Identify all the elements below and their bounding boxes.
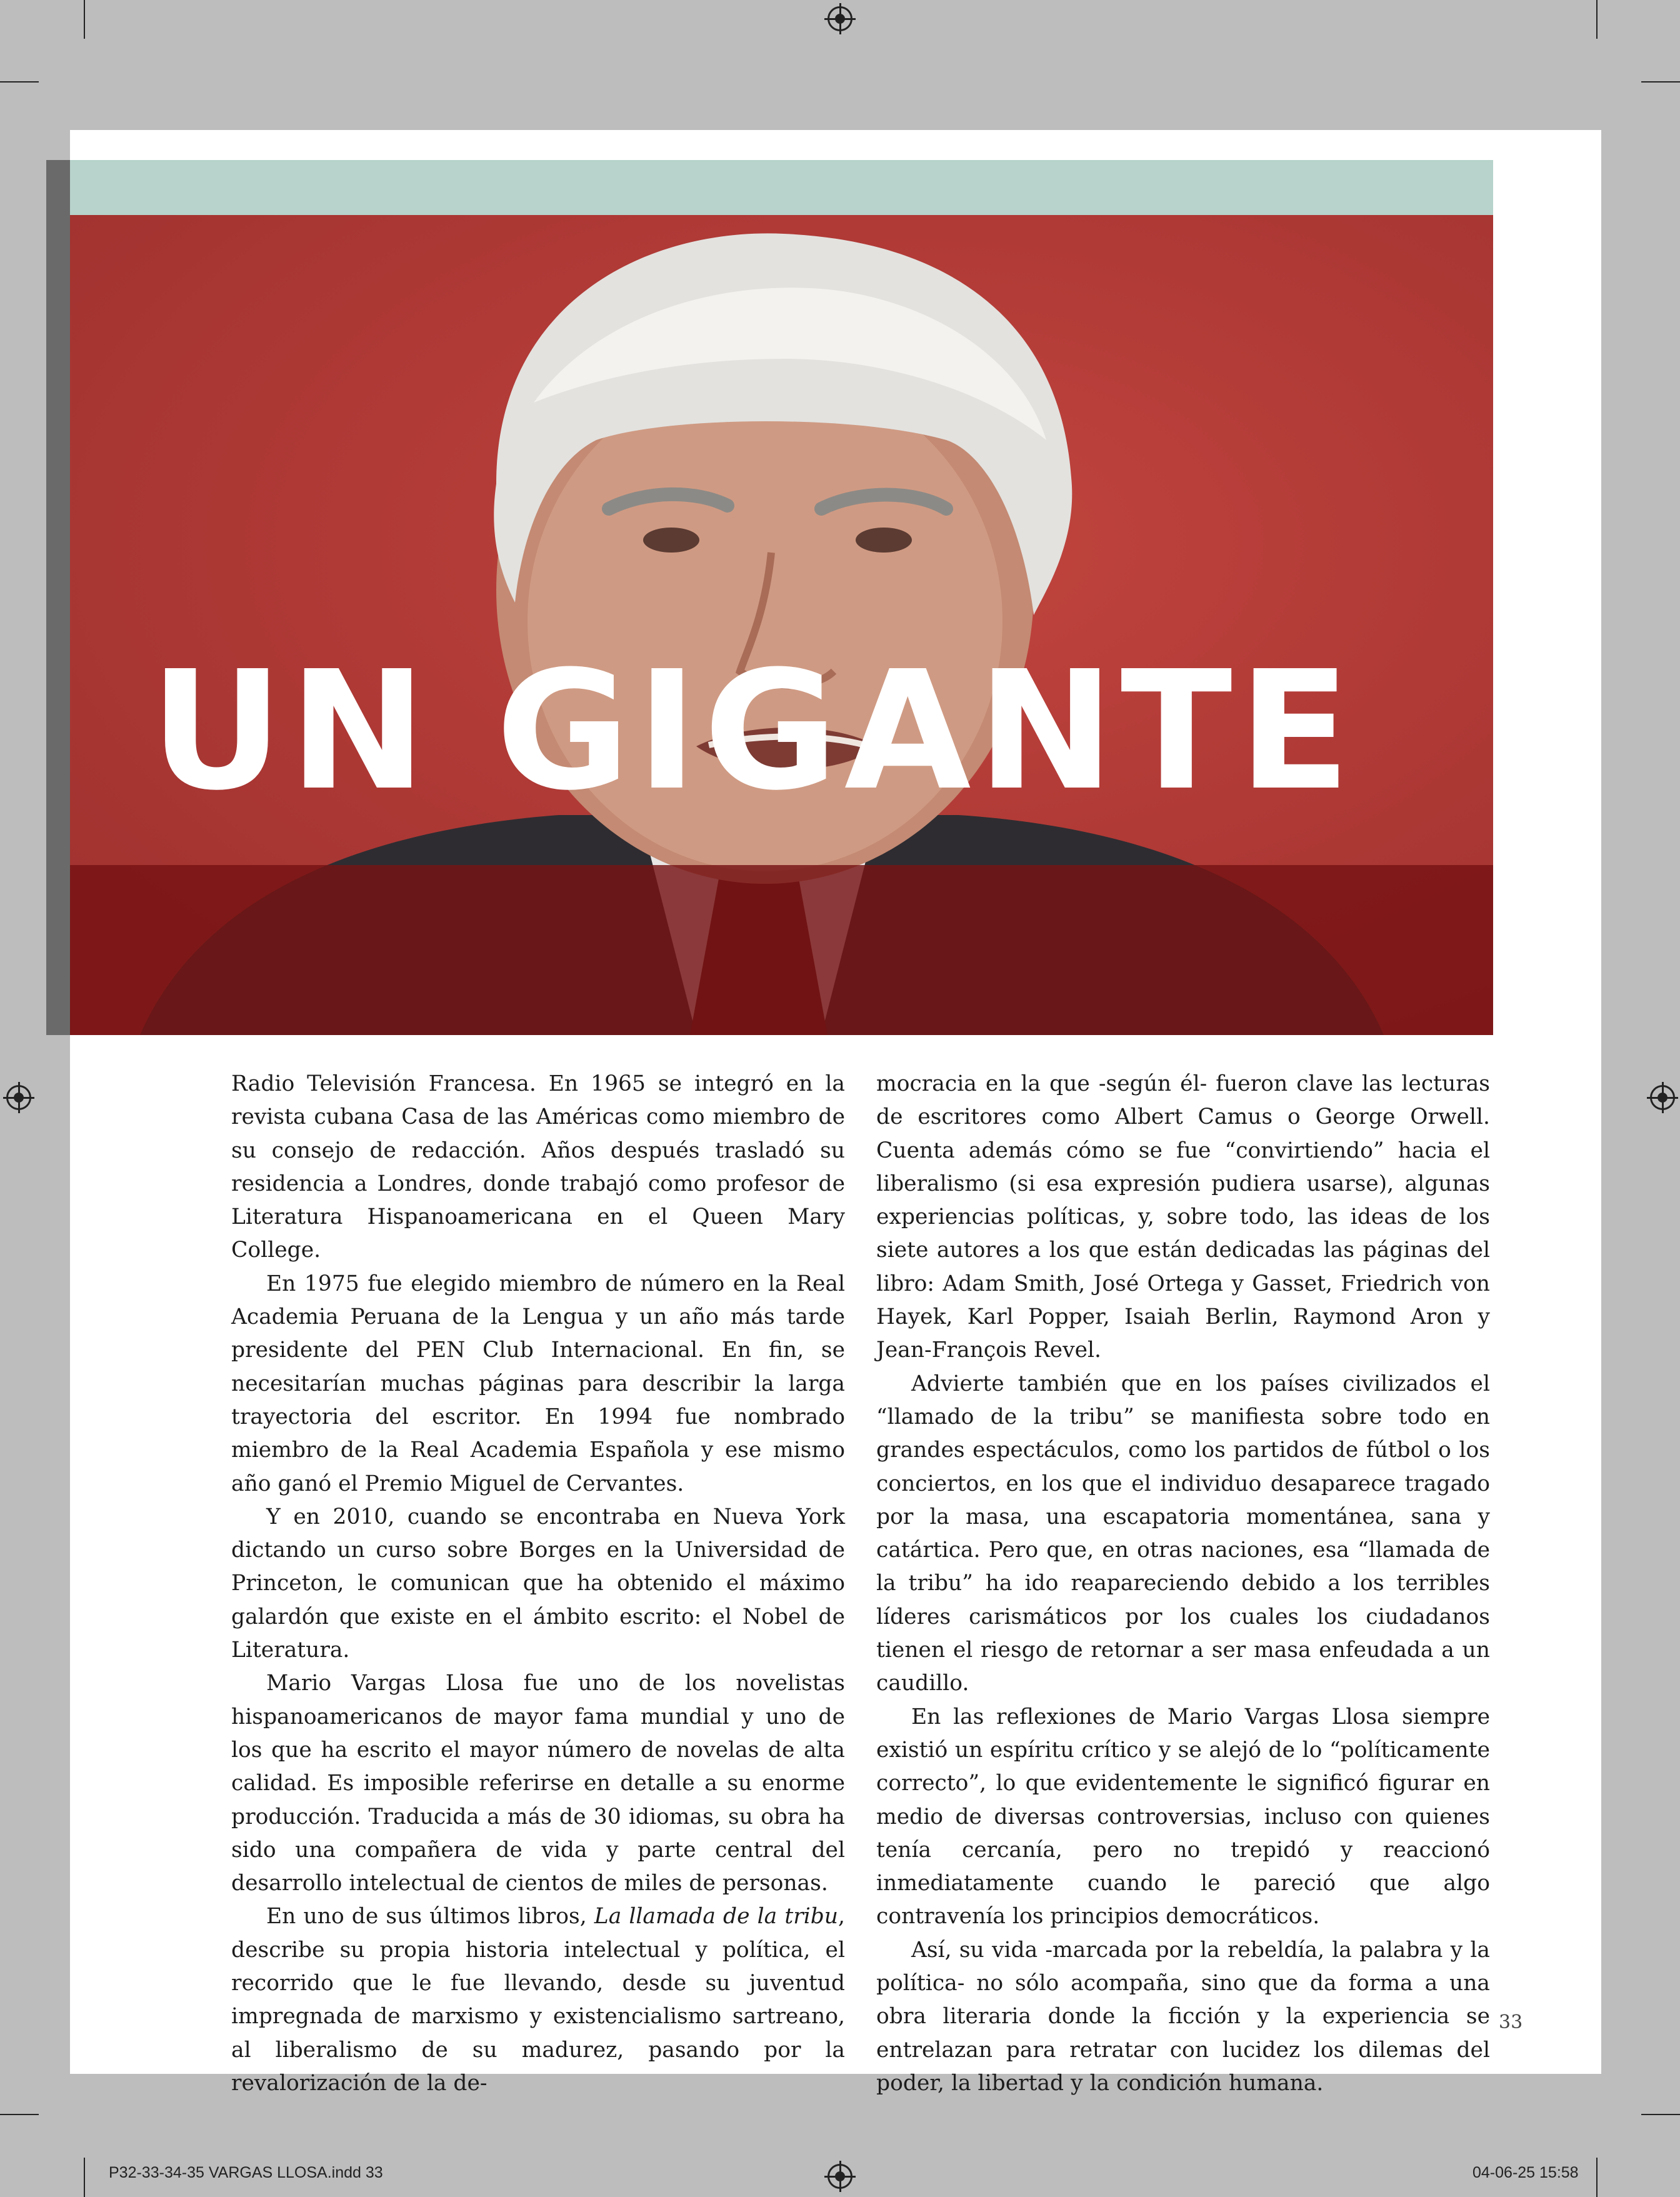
registration-mark-icon bbox=[6, 1085, 31, 1110]
photo-shadow bbox=[46, 160, 70, 1035]
text-column-right bbox=[876, 1068, 1490, 2100]
paragraph: mocracia en la que -según él- fueron clave las lecturas de escritores como Albert Camus o George Orwell. Cuenta además cómo se fue “convirtiendo” hacia el liberalismo (si esa expresión pudiera usarse), algunas experiencias políticas, y, sobre todo, las ideas de los siete autores a los que están dedicadas las páginas del libro: Adam Smith, José Ortega y Gasset, Friedrich von Hayek, Karl Popper, Isaiah Berlin, Raymond Aron y Jean-François Revel. bbox=[876, 1071, 1490, 1363]
paragraph: En las reflexiones de Mario Vargas Llosa siempre existió un espíritu crítico y se alejó de lo “políticamente correcto”, lo que evidentemente le significó figurar en medio de diversas controversias, incluso con quienes tenía cercanía, pero no trepidó y reaccionó inmediatamente cuando le pareció que algo contravenía los principios democráticos. bbox=[876, 1704, 1490, 1929]
paragraph bbox=[231, 1900, 845, 2100]
paragraph: Y en 2010, cuando se encontraba en Nueva York dictando un curso sobre Borges en la Universidad de Princeton, le comunican que ha obtenido el máximo galardón que existe en el ámbito escrito: el Nobel de Literatura. bbox=[231, 1504, 845, 1663]
slug-timestamp: 04-06-25 15:58 bbox=[1472, 2164, 1579, 2181]
crop-mark bbox=[1596, 2158, 1598, 2197]
portrait-photo bbox=[46, 215, 1493, 1035]
book-title: La llamada de la tribu bbox=[594, 1904, 839, 1929]
page-number: 33 bbox=[1499, 2011, 1523, 2033]
text-column-left bbox=[231, 1068, 845, 2100]
paragraph-text: , describe su propia historia intelectual y política, el recorrido que le fue llevando, desde su juventud impregnada de marxismo y existencialismo sartreano, al liberalismo de su madurez, pasando por la revalorización de la de- bbox=[231, 1904, 845, 2096]
registration-mark-icon bbox=[828, 6, 852, 31]
crop-mark bbox=[1596, 0, 1598, 39]
crop-mark bbox=[84, 2158, 85, 2197]
accent-band bbox=[46, 160, 1493, 215]
article-title: UN GIGANTE bbox=[150, 636, 1357, 826]
paragraph: Así, su vida -marcada por la rebeldía, la palabra y la política- no sólo acompaña, sino que da forma a una obra literaria donde la ficción y la experiencia se entrelazan para retratar con lucidez los dilemas del poder, la libertad y la condición humana. bbox=[876, 1937, 1490, 2096]
registration-mark-icon bbox=[1650, 1085, 1675, 1110]
registration-mark-icon bbox=[828, 2164, 852, 2189]
paragraph: Advierte también que en los países civilizados el “llamado de la tribu” se manifiesta sobre todo en grandes espectáculos, como los partidos de fútbol o los conciertos, en los que el individuo desaparece tragado por la masa, una escapatoria momentánea, sana y catártica. Pero que, en otras naciones, esa “llamada de la tribu” ha ido reapareciendo debido a los terribles líderes carismáticos por los cuales los ciudadanos tienen el riesgo de retornar a ser masa enfeudada a un caudillo. bbox=[876, 1371, 1490, 1696]
crop-mark bbox=[1641, 2114, 1680, 2115]
paragraph: Radio Televisión Francesa. En 1965 se integró en la revista cubana Casa de las Américas como miembro de su consejo de redacción. Años después trasladó su residencia a Londres, donde trabajó como profesor de Literatura Hispanoamericana en el Queen Mary College. bbox=[231, 1071, 845, 1263]
title-band bbox=[46, 865, 1493, 1035]
paragraph: En 1975 fue elegido miembro de número en la Real Academia Peruana de la Lengua y un año más tarde presidente del PEN Club Internacional. En fin, se necesitarían muchas páginas para describir la larga trayectoria del escritor. En 1994 fue nombrado miembro de la Real Academia Española y ese mismo año ganó el Premio Miguel de Cervantes. bbox=[231, 1271, 845, 1496]
slug-filename: P32-33-34-35 VARGAS LLOSA.indd 33 bbox=[109, 2164, 383, 2181]
crop-mark bbox=[0, 2114, 39, 2115]
crop-mark bbox=[1641, 81, 1680, 83]
crop-mark bbox=[84, 0, 85, 39]
crop-mark bbox=[0, 81, 39, 83]
paragraph-text: En uno de sus últimos libros, bbox=[266, 1904, 594, 1929]
paragraph: Mario Vargas Llosa fue uno de los novelistas hispanoamericanos de mayor fama mundial y uno de los que ha escrito el mayor número de novelas de alta calidad. Es imposible referirse en detalle a su enorme producción. Traducida a más de 30 idiomas, su obra ha sido una compañera de vida y parte central del desarrollo intelectual de cientos de miles de personas. bbox=[231, 1671, 845, 1896]
